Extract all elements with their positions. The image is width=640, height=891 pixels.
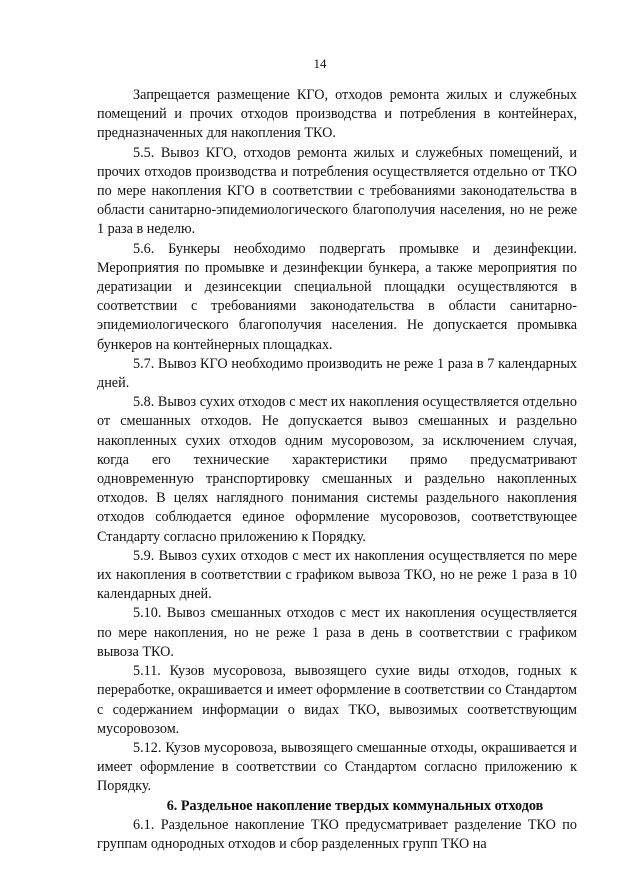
section-heading: 6. Раздельное накопление твердых коммунальных отходов <box>166 797 544 814</box>
paragraph-5-12: 5.12. Кузов мусоровоза, вывозящего смешанные отходы, окрашивается и имеет оформление в соответствии со Стандартом согласно приложению к Порядку. <box>97 739 577 795</box>
paragraph-5-8: 5.8. Вывоз сухих отходов с мест их накопления осуществляется отдельно от смешанных отходов. Не допускается вывоз смешанных и раздельно накопленных сухих отходов одним мусоровозом, за исключением случая, когда его технические характеристики прямо предусматривают одновременную транспортировку смешанных и раздельно накопленных отходов. В целях наглядного понимания системы раздельного накопления отходов соблюдается единое оформление мусоровозов, соответствующее Стандарту согласно приложению к Порядку. <box>97 394 577 545</box>
paragraph-5-6: 5.6. Бункеры необходимо подвергать промывке и дезинфекции. Мероприятия по промывке и дезинфекции бункера, а также мероприятия по дератизации и дезинсекции специальной площадки осуществляются в соответствии с требованиями законодательства в области санитарно-эпидемиологического благополучия населения. Не допускается промывка бункеров на контейнерных площадках. <box>97 240 577 353</box>
paragraph-6-1: 6.1. Раздельное накопление ТКО предусматривает разделение ТКО по группам однородных отходов и сбор разделенных групп ТКО на <box>97 816 577 852</box>
page-number: 14 <box>313 56 327 71</box>
paragraph-5-5: 5.5. Вывоз КГО, отходов ремонта жилых и служебных помещений, и прочих отходов производства и потребления осуществляется отдельно от ТКО по мере накопления КГО в соответствии с требованиями законодательства в области санитарно-эпидемиологического благополучия населения, но не реже 1 раза в неделю. <box>97 144 577 238</box>
paragraph-5-7: 5.7. Вывоз КГО необходимо производить не реже 1 раза в 7 календарных дней. <box>97 355 577 392</box>
paragraph-5-11: 5.11. Кузов мусоровоза, вывозящего сухие виды отходов, годных к переработке, окрашивается и имеет оформление в соответствии со Стандартом с содержанием информации о видах ТКО, вывозимых соответствующим мусоровозом. <box>97 663 577 737</box>
paragraph-5-10: 5.10. Вывоз смешанных отходов с мест их накопления осуществляется по мере накопления, но не реже 1 раза в день в соответствии с графиком вывоза ТКО. <box>97 605 577 660</box>
document-body <box>97 86 577 854</box>
paragraph-5-9: 5.9. Вывоз сухих отходов с мест их накопления осуществляется по мере их накопления в соответствии с графиком вывоза ТКО, но не реже 1 раза в 10 календарных дней. <box>97 547 577 603</box>
paragraph: Запрещается размещение КГО, отходов ремонта жилых и служебных помещений и прочих отходов производства и потребления в контейнерах, предназначенных для накопления ТКО. <box>97 87 577 142</box>
